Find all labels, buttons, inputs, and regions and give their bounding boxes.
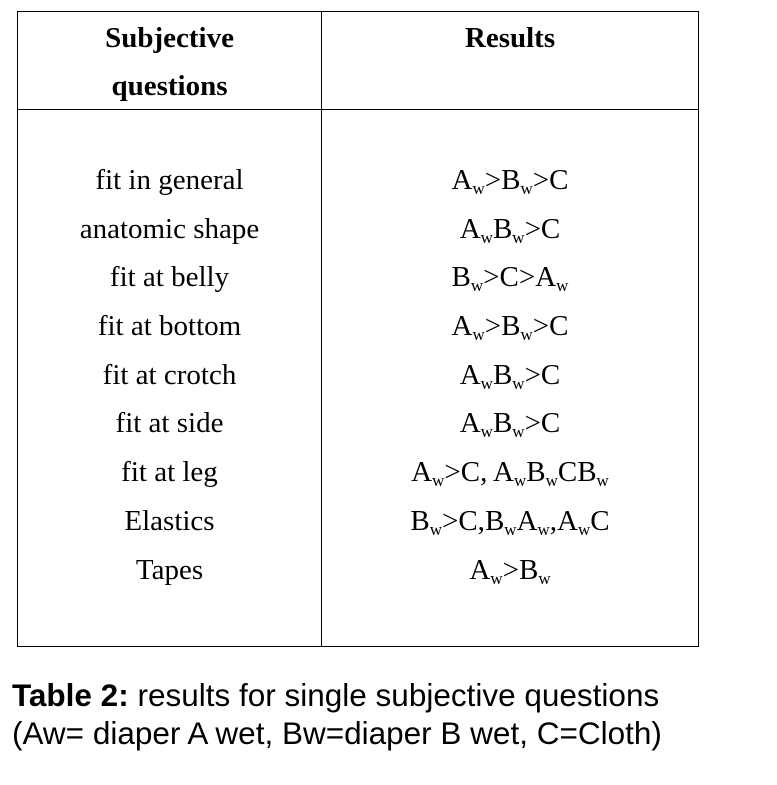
result-text: B — [410, 504, 430, 537]
result-text: CB — [557, 456, 597, 489]
result-subscript: w — [504, 519, 517, 539]
result-subscript: w — [480, 373, 493, 393]
table-row — [18, 205, 698, 254]
result-text: B — [492, 212, 513, 245]
question-cell: Tapes — [135, 553, 204, 586]
result-text: , — [549, 504, 558, 537]
result-text: B — [526, 456, 546, 489]
caption-text-1: results for single subjective questions — [128, 677, 660, 713]
result-cell — [322, 205, 698, 254]
result-subscript: w — [520, 179, 533, 198]
result-subscript: w — [512, 373, 525, 393]
result-text: A — [493, 456, 514, 489]
result-text: B — [518, 553, 539, 586]
result-subscript: w — [480, 422, 493, 442]
result-text: A — [451, 310, 473, 343]
result-subscript: w — [429, 519, 442, 539]
table-body — [18, 156, 698, 594]
result-subscript: w — [520, 325, 533, 345]
result-subscript: w — [556, 276, 569, 296]
result-subscript: w — [472, 325, 485, 345]
question-cell: fit at bottom — [97, 310, 242, 343]
header-line-2: questions — [111, 70, 228, 102]
result-cell — [322, 399, 698, 448]
result-text: > — [484, 310, 502, 343]
result-text: >C — [524, 407, 561, 440]
header-line-1: Subjective — [105, 22, 234, 54]
result-subscript: w — [545, 471, 558, 491]
result-subscript: w — [537, 519, 550, 539]
result-text: A — [557, 504, 578, 537]
result-text: >C> — [483, 261, 536, 294]
result-text: >C, — [444, 456, 493, 489]
result-text: B — [492, 407, 513, 440]
header-results: Results — [464, 22, 556, 54]
header-subjective-questions — [18, 14, 321, 110]
results-table — [17, 11, 699, 647]
table-row — [18, 399, 698, 448]
result-subscript: w — [472, 179, 485, 198]
table-caption — [12, 676, 772, 752]
question-cell: Elastics — [124, 504, 215, 537]
result-text: A — [459, 358, 481, 391]
result-subscript: w — [470, 276, 484, 296]
result-cell — [322, 302, 698, 351]
table-row — [18, 156, 698, 205]
result-cell — [322, 156, 698, 205]
result-text: >C — [532, 310, 569, 343]
question-cell: fit in general — [95, 164, 244, 196]
result-text: > — [484, 164, 502, 196]
question-cell: fit at side — [115, 407, 224, 440]
result-cell — [322, 351, 698, 400]
table-row — [18, 351, 698, 400]
result-text: A — [459, 407, 481, 440]
caption-line-2: (Aw= diaper A wet, Bw=diaper B wet, C=Cloth) — [12, 715, 662, 751]
result-text: > — [502, 553, 519, 586]
result-text: >C — [532, 164, 569, 196]
result-text: B — [492, 358, 513, 391]
result-text: C — [590, 504, 610, 537]
result-subscript: w — [512, 227, 525, 247]
result-text: >C — [524, 212, 561, 245]
question-cell: fit at leg — [121, 456, 218, 489]
result-text: >C — [524, 358, 561, 391]
table-row — [18, 448, 698, 497]
table-row — [18, 302, 698, 351]
result-text: A — [451, 164, 473, 196]
result-text: B — [484, 504, 505, 537]
result-text: A — [469, 553, 491, 586]
result-subscript: w — [538, 568, 551, 588]
result-subscript: w — [578, 519, 591, 539]
result-cell — [322, 497, 698, 546]
result-text: A — [516, 504, 538, 537]
result-text: B — [451, 261, 471, 294]
result-cell — [322, 448, 698, 497]
result-text: B — [501, 310, 521, 343]
result-text: >C, — [441, 504, 485, 537]
result-subscript: w — [490, 568, 503, 588]
result-text: A — [411, 456, 433, 489]
result-text: A — [535, 261, 557, 294]
result-cell — [322, 253, 698, 302]
question-cell: anatomic shape — [79, 212, 260, 245]
caption-label: Table 2: — [12, 677, 129, 713]
table-row — [18, 497, 698, 546]
result-subscript: w — [432, 471, 445, 491]
result-text: A — [459, 212, 481, 245]
question-cell: fit at crotch — [102, 358, 237, 391]
result-subscript: w — [480, 227, 493, 247]
table-row — [18, 253, 698, 302]
result-subscript: w — [513, 471, 527, 491]
question-cell: fit at belly — [109, 261, 230, 294]
result-cell — [322, 546, 698, 595]
result-subscript: w — [596, 471, 609, 491]
table-row — [18, 546, 698, 595]
result-subscript: w — [512, 422, 525, 442]
result-text: B — [501, 164, 521, 196]
caption-line-1 — [12, 676, 772, 714]
